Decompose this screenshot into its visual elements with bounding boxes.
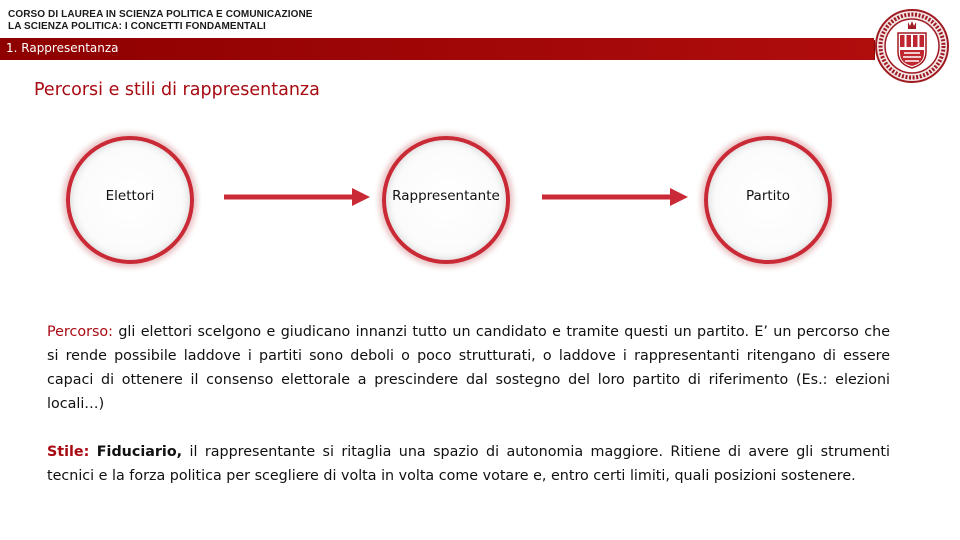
course-title: CORSO DI LAUREA IN SCIENZA POLITICA E COMUNICAZIONE (8, 9, 313, 20)
section-bar (0, 38, 874, 60)
percorso-label: Percorso: (47, 324, 113, 340)
node-label-partito: Partito (746, 188, 790, 204)
node-label-rappresentante: Rappresentante (392, 188, 500, 204)
stile-label: Stile: (47, 444, 90, 460)
percorso-text: gli elettori scelgono e giudicano innanzi tutto un candidato e tramite questi un partito. E’ un percorso che si rende possibile laddove i partiti sono deboli o poco strutturati, o laddove i rappresentanti ritengano di essere capaci di ottenere il consenso elettorale a prescindere dal sostegno del loro partito di riferimento (Es.: elezioni locali…) (47, 324, 890, 412)
arrow-right-icon (540, 186, 690, 208)
stile-paragraph (47, 440, 890, 488)
slide-title: Percorsi e stili di rappresentanza (34, 80, 320, 100)
subject-title: LA SCIENZA POLITICA: I CONCETTI FONDAMENTALI (8, 21, 266, 32)
stile-text: il rappresentante si ritaglia una spazio di autonomia maggiore. Ritiene di avere gli strumenti tecnici e la forza politica per scegliere di volta in volta come votare e, entro certi limiti, quali posizioni sostenere. (47, 444, 890, 484)
percorso-paragraph (47, 320, 890, 416)
stile-term: Fiduciario, (96, 444, 183, 460)
arrow-right-icon (222, 186, 372, 208)
university-seal-icon (874, 8, 950, 84)
section-label: 1. Rappresentanza (6, 41, 119, 55)
node-label-elettori: Elettori (105, 188, 155, 204)
